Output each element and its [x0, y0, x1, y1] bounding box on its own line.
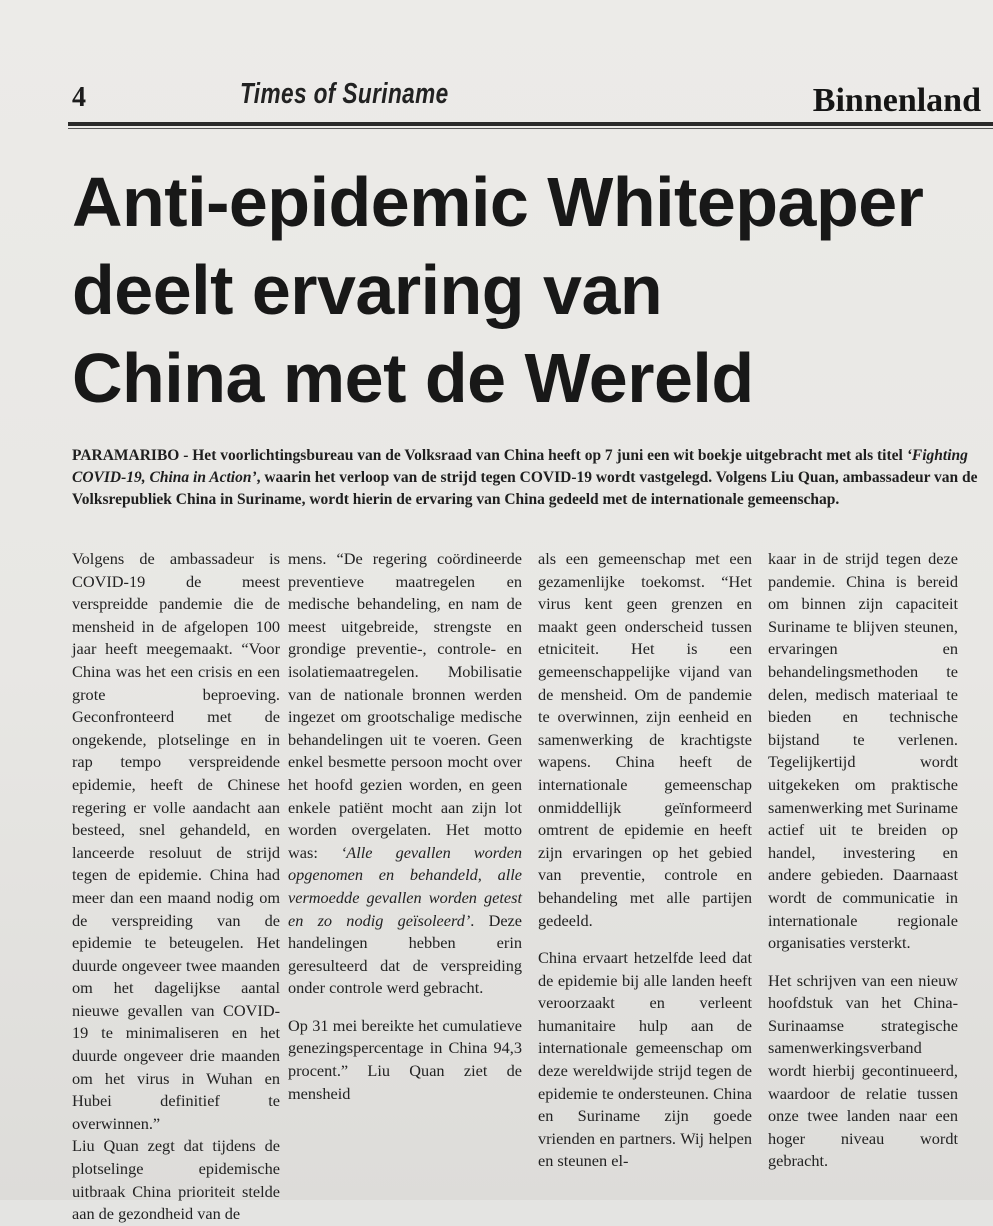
headline-line-1: Anti-epidemic Whitepaper [72, 163, 924, 241]
masthead-rule [68, 122, 993, 126]
masthead [0, 78, 993, 128]
column-3-paragraph-2: China ervaart hetzelfde leed dat de epidemie bij alle landen heeft veroorzaakt en verleent humanitaire hulp aan de internationale gemeenschap om deze wereldwijde strijd tegen de epidemie te ondersteunen. China en Suriname zijn goede vrienden en partners. Wij helpen en steunen el- [538, 948, 752, 1171]
column-1-paragraph-1: Volgens de ambassadeur is COVID-19 de meest verspreidde pandemie die de mensheid in de afgelopen 100 jaar heeft meegemaakt. “Voor China was het een crisis en een grote beproeving. Geconfronteerd met de ongekende, plotselinge en in rap tempo verspreidende epidemie, heeft de Chinese regering er volle aandacht aan besteed, snel gehandeld, en lanceerde resoluut de strijd tegen de epidemie. China had meer dan een maand nodig om de verspreiding van de epidemie te beteugelen. Het duurde ongeveer twee maanden om het dagelijkse aantal nieuwe gevallen van COVID-19 te minimaliseren en het duurde ongeveer drie maanden om het virus in Wuhan en Hubei definitief te overwinnen.” [72, 549, 280, 1133]
headline-line-3: China met de Wereld [72, 339, 754, 417]
article-column-2 [288, 548, 522, 1105]
newspaper-name: Times of Suriname [240, 78, 449, 110]
masthead-rule-thin [68, 128, 993, 129]
article-column-4 [768, 548, 958, 1173]
column-1-paragraph-2: Liu Quan zegt dat tijdens de plotselinge epidemische uitbraak China prioriteit stelde aan de gezondheid van de [72, 1136, 280, 1224]
page-number: 4 [72, 82, 86, 113]
lead-text-1: PARAMARIBO - Het voorlichtingsbureau van de Volksraad van China heeft op 7 juni een wit boekje uitgebracht met als titel [72, 447, 907, 464]
lead-text-2: , waarin het verloop van de strijd tegen COVID-19 wordt vastgelegd. Volgens Liu Quan, ambassadeur van de Volksrepubliek China in Suriname, wordt hierin de ervaring van China gedeeld met de internationale gemeenschap. [72, 469, 978, 508]
lead-whitepaper-title: ‘Fighting COVID-19, China in Action’ [72, 447, 968, 486]
lead-paragraph [72, 445, 987, 511]
headline-line-2: deelt ervaring van [72, 251, 663, 329]
column-3-paragraph-1: als een gemeenschap met een gezamenlijke toekomst. “Het virus kent geen grenzen en maakt geen onderscheid tussen etniciteit. Het is een gemeenschappelijke vijand van de mensheid. Om de pandemie te overwinnen, zijn eenheid en samenwerking de krachtigste wapens. China heeft de internationale gemeenschap onmiddellijk geïnformeerd omtrent de epidemie en heeft zijn ervaringen op het gebied van preventie, controle en behandeling met alle partijen gedeeld. [538, 549, 752, 930]
article-column-3 [538, 548, 752, 1173]
headline [72, 158, 972, 422]
column-2-paragraph-2: Op 31 mei bereikte het cumulatieve genezingspercentage in China 94,3 procent.” Liu Quan ziet de mensheid [288, 1015, 522, 1103]
column-4-paragraph-2: Het schrijven van een nieuw hoofdstuk van het China-Surinaamse strategische samenwerkingsverband wordt hierbij gecontinueerd, waardoor de relatie tussen onze twee landen naar een hoger niveau wordt gebracht. [768, 970, 958, 1171]
column-2-text-end: . Deze handelingen hebben erin geresulteerd dat de verspreiding onder controle werd gebracht. [288, 910, 523, 998]
section-name: Binnenland [812, 82, 981, 119]
column-2-text-start: mens. “De regering coördineerde preventieve maatregelen en medische behandeling, en nam de meest uitgebreide, strengste en grondige preventie-, controle- en isolatiemaatregelen. Mobilisatie van de nationale bronnen werden ingezet om grootschalige medische behandelingen uit te voeren. Geen enkel besmette persoon mocht over het hoofd gezien worden, en geen enkele patiënt mocht aan zijn lot worden overgelaten. Het motto was: [288, 549, 522, 862]
column-4-paragraph-1: kaar in de strijd tegen deze pandemie. China is bereid om binnen zijn capaciteit Suriname te blijven steunen, ervaringen en behandelingsmethoden te delen, medisch materiaal te bieden en technische bijstand te verlenen. Tegelijkertijd wordt uitgekeken om praktische samenwerking met Suriname actief uit te breiden op handel, investering en andere gebieden. Daarnaast wordt de communicatie in internationale regionale organisaties versterkt. [768, 549, 958, 953]
column-2-motto: ‘Alle gevallen worden opgenomen en behandeld, alle vermoedde gevallen worden getest en zo nodig geïsoleerd’ [288, 842, 522, 930]
article-column-1 [72, 548, 280, 1226]
column-2-paragraph-1 [288, 548, 522, 1000]
